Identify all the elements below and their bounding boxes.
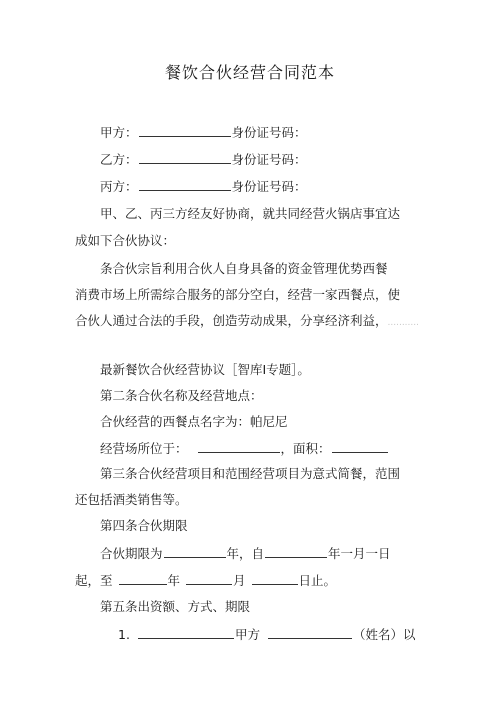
article5-item-blank-1 (138, 626, 234, 639)
party-jia-label: 甲方： (100, 125, 138, 140)
party-yi-line (100, 151, 307, 168)
article4-start-year-blank (265, 545, 327, 558)
intro-line-1: 甲、乙、丙三方经友好协商，就共同经营火锅店事宜达 (100, 206, 401, 221)
article4-end-year-blank (119, 572, 167, 585)
article5-jiafang-name-blank (268, 626, 352, 639)
party-jia-line (100, 124, 307, 141)
article4-end-month-blank (186, 572, 232, 585)
party-yi-label: 乙方： (100, 152, 138, 167)
article4-term-label: 合伙期限为 (100, 546, 163, 561)
article5-item-1 (118, 626, 415, 643)
party-yi-name-blank (139, 151, 231, 164)
party-bing-name-blank (139, 178, 231, 191)
article1-line-1: 条合伙宗旨利用合伙人自身具备的资金管理优势西餐 (100, 261, 388, 276)
article1-faded-text: ........... (387, 318, 419, 328)
article5-jiafang-label: 甲方 (234, 627, 260, 642)
article4-end-day-blank (252, 572, 298, 585)
article2-location-blank (198, 440, 280, 453)
article4-ri-label: 日止。 (298, 573, 337, 588)
party-jia-name-blank (139, 124, 231, 137)
article4-start-date-label: 年一月一日 (328, 546, 391, 561)
article4-qi-label: 起，至 (75, 573, 113, 588)
article5-heading: 第五条出资额、方式、期限 (100, 599, 251, 614)
article2-location-line (100, 440, 389, 457)
party-bing-line (100, 178, 307, 195)
article1-line-3 (75, 313, 419, 331)
article4-term-line (100, 545, 391, 562)
article5-name-suffix: （姓名）以 (352, 627, 416, 642)
article4-nian-label: 年 (167, 573, 181, 588)
article1-line-3-text: 合伙人通过合法的手段，创造劳动成果，分享经济利益， (75, 313, 388, 328)
article2-area-blank (332, 440, 388, 453)
article2-location-label: 经营场所位于： (100, 441, 188, 456)
document-title: 餐饮合伙经营合同范本 (164, 63, 335, 82)
article5-item-number: 1. (118, 627, 130, 642)
article4-yue-label: 月 (233, 573, 246, 588)
article2-name: 合伙经营的西餐点名字为：帕尼尼 (100, 414, 288, 429)
party-bing-id-label: 身份证号码： (231, 179, 307, 194)
article3-line-2: 还包括酒类销售等。 (75, 492, 188, 507)
article3-line-1: 第三条合伙经营项目和范围经营项目为意式简餐，范围 (100, 466, 401, 481)
article2-heading: 第二条合伙名称及经营地点： (100, 388, 263, 403)
article4-term-blank (164, 545, 226, 558)
article1-line-2: 消费市场上所需综合服务的部分空白，经营一家西餐点，使 (75, 287, 401, 302)
party-yi-id-label: 身份证号码： (231, 152, 307, 167)
party-bing-label: 丙方： (100, 179, 138, 194)
article2-area-label: ，面积： (280, 441, 331, 456)
article4-year-label: 年，自 (226, 546, 265, 561)
article4-heading: 第四条合伙期限 (100, 518, 188, 533)
article1-line-4: 最新餐饮合伙经营协议［智库I专题］。 (100, 362, 310, 377)
intro-line-2: 成如下合伙协议： (75, 233, 176, 248)
article4-end-line (75, 572, 336, 589)
party-jia-id-label: 身份证号码： (231, 125, 307, 140)
